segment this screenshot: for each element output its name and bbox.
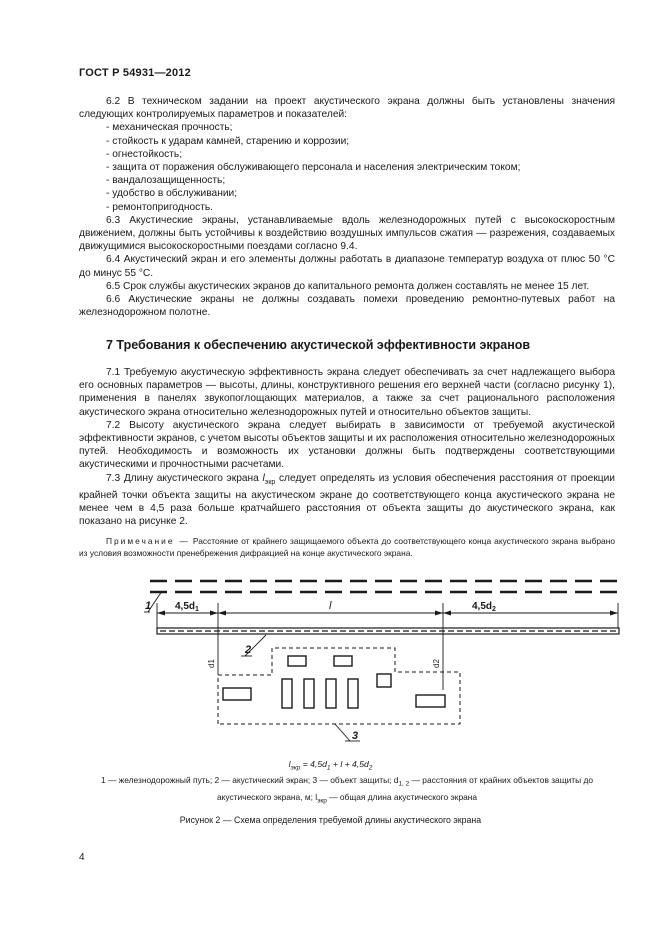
building bbox=[288, 656, 306, 666]
dim-right-label: $4,5d_2$ bbox=[472, 601, 496, 613]
note-text: Расстояние от крайнего защищаемого объекта до соответствующего конца акустического экрана выбрано из условия возможности пренебрежения дифракцией на конце акустического экрана. bbox=[79, 536, 615, 558]
building bbox=[304, 679, 314, 708]
d1-label: d1 bbox=[207, 659, 216, 668]
legend-line-2: акустического экрана, м; $l_{экр}$ — общая длина акустического экрана bbox=[216, 792, 478, 805]
building bbox=[416, 695, 445, 707]
dim-mid-label: l bbox=[329, 600, 332, 612]
figure-label-2: 2 bbox=[245, 644, 252, 656]
document-header: ГОСТ Р 54931—2012 bbox=[79, 67, 191, 79]
building bbox=[326, 679, 336, 708]
section-7-title: 7 Требования к обеспечению акустической эффективности экранов bbox=[106, 338, 531, 352]
paragraph-6-5: 6.5 Срок службы акустических экранов до капитального ремонта должен составлять не менее 15 лет. bbox=[106, 280, 590, 292]
figure-legend bbox=[79, 774, 615, 808]
paragraph-6-3: 6.3 Акустические экраны, устанавливаемые вдоль железнодорожных путей с высокоскоростным движением, должны быть устойчивы к воздействию воздушных импульсов сжатия — разрежения, создаваемых движущимися высокоскоростными поездами согласно 9.4. bbox=[79, 214, 615, 253]
dim-left-label: $4,5d_1$ bbox=[175, 601, 199, 613]
paragraph-6-4: 6.4 Акустический экран и его элементы должны работать в диапазоне температур воздуха от плюс 50 °С до минус 55 °С. bbox=[79, 254, 615, 279]
legend-line-1: 1 — железнодорожный путь; 2 — акустический экран; 3 — объект защиты; $d_{1, 2}$ — расстояния от крайних объектов защиты до bbox=[100, 775, 594, 788]
note-label: Примечание — bbox=[106, 536, 190, 546]
list-item: - удобство в обслуживании; bbox=[106, 188, 238, 200]
building bbox=[348, 679, 358, 708]
paragraph-6-2: 6.2 В техническом задании на проект акустического экрана должны быть установлены значения следующих контролируемых параметров и показателей: bbox=[79, 96, 615, 121]
paragraph-7-2: 7.2 Высоту акустического экрана следует выбирать в зависимости от требуемой акустической эффективности экранов, с учетом высоты объектов защиты и их расположения относительно железнодорожных путей. Необходимость и возможность их установки должны быть подтверждены соответствующими акустическими и прочностными расчетами. bbox=[79, 419, 615, 471]
leader-3 bbox=[335, 724, 350, 741]
figure-caption: Рисунок 2 — Схема определения требуемой длины акустического экрана bbox=[179, 815, 482, 825]
figure-label-1: 1 bbox=[145, 600, 152, 612]
formula: $l_{экр} = 4,5d_1 + l + 4,5d_2$ bbox=[288, 759, 373, 772]
protected-object-boundary bbox=[218, 648, 460, 724]
figure-label-3: 3 bbox=[352, 730, 359, 742]
building bbox=[377, 674, 391, 687]
list-item: - ремонтопригодность. bbox=[106, 201, 214, 213]
building bbox=[223, 688, 251, 700]
list-item: - механическая прочность; bbox=[106, 122, 233, 134]
paragraph-6-6: 6.6 Акустические экраны не должны создавать помехи проведению ремонтно-путевых работ на железнодорожном полотне. bbox=[79, 294, 615, 319]
d2-label: d2 bbox=[432, 659, 441, 668]
paragraph-7-3: 7.3 Длину акустического экрана $l_{экр}$ следует определять из условия обеспечения расстояния от проекции крайней точки объекта защиты на акустическом экране до соответствующего конца акустического экрана не менее чем в 4,5 раза больше кратчайшего расстояния от объекта защиты до акустического экрана, как показано на рисунке 2. bbox=[79, 472, 615, 528]
list-item: - вандалозащищенность; bbox=[106, 175, 226, 187]
paragraph-7-1: 7.1 Требуемую акустическую эффективность экрана следует обеспечивать за счет надлежащего выбора его основных параметров — высоты, длины, конструктивного решения его верхней части (согласно рисунку 1), применения в панелях звукопоглощающих материалов, а также за счет рационального расположения акустического экрана относительно железнодорожных путей и относительно объектов защиты. bbox=[79, 367, 615, 418]
list-item: - защита от поражения обслуживающего персонала и населения электрическим током; bbox=[106, 162, 521, 174]
list-item: - огнестойкость; bbox=[106, 148, 183, 160]
page-number: 4 bbox=[79, 852, 85, 863]
list-item: - стойкость к ударам камней, старению и коррозии; bbox=[106, 135, 350, 147]
building bbox=[282, 679, 292, 708]
building bbox=[334, 656, 352, 666]
